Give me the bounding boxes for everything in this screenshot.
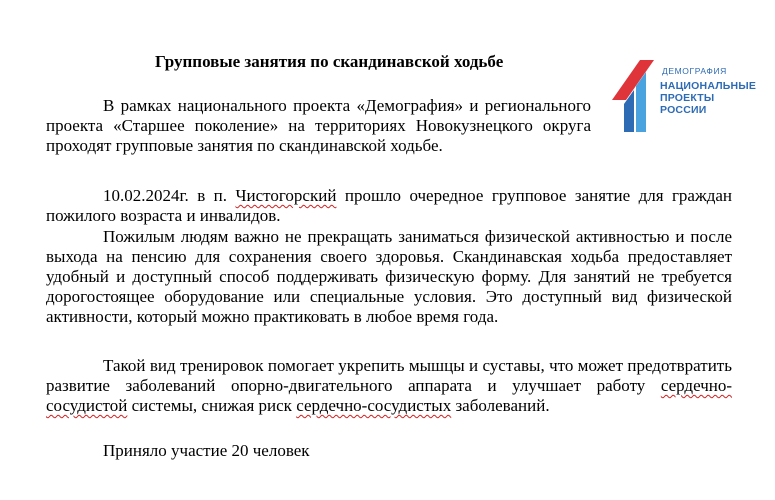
paragraph-health bbox=[46, 356, 732, 416]
paragraph-text: Пожилым людям важно не прекращать заниматься физической активностью и после выхода на пенсию для сохранения своего здоровья. Скандинавская ходьба предоставляет удобный и доступный способ поддерживать физическую форму. Для занятий не требуется дорогостоящее оборудование или специальные условия. Это доступный вид физической активности, который можно практиковать в любое время года. bbox=[46, 227, 732, 326]
paragraph-text: Приняло участие 20 человек bbox=[103, 441, 310, 460]
paragraph-text: 10.02.2024г. в п. Чистогорский прошло очередное групповое занятие для граждан пожилого возраста и инвалидов. bbox=[46, 186, 732, 225]
logo-line-2: ПРОЕКТЫ bbox=[660, 92, 715, 104]
paragraph-intro bbox=[46, 96, 591, 156]
paragraph-event bbox=[46, 186, 732, 226]
paragraph-text: Такой вид тренировок помогает укрепить мышцы и суставы, что может предотвратить развитие заболеваний опорно-двигательного аппарата и улучшает работу сердечно-сосудистой системы, снижая риск сердечно-сосудистых заболеваний. bbox=[46, 356, 732, 415]
spellcheck-flag: сердечно-сосудистой bbox=[46, 376, 732, 415]
paragraph-text: В рамках национального проекта «Демография» и регионального проекта «Старшее поколение» на территориях Новокузнецкого округа проходят групповые занятия по скандинавской ходьбе. bbox=[46, 96, 591, 155]
spellcheck-flag: Чистогорский bbox=[235, 186, 337, 205]
logo-line-3: РОССИИ bbox=[660, 104, 707, 116]
paragraph-benefits bbox=[46, 227, 732, 327]
paragraph-participants bbox=[46, 441, 732, 461]
logo-main-label bbox=[660, 80, 756, 116]
logo-line-1: НАЦИОНАЛЬНЫЕ bbox=[660, 80, 757, 92]
logo-top-label: ДЕМОГРАФИЯ bbox=[662, 66, 727, 76]
spellcheck-flag: сердечно-сосудистых bbox=[296, 396, 452, 415]
document-title: Групповые занятия по скандинавской ходьбе bbox=[155, 52, 504, 71]
